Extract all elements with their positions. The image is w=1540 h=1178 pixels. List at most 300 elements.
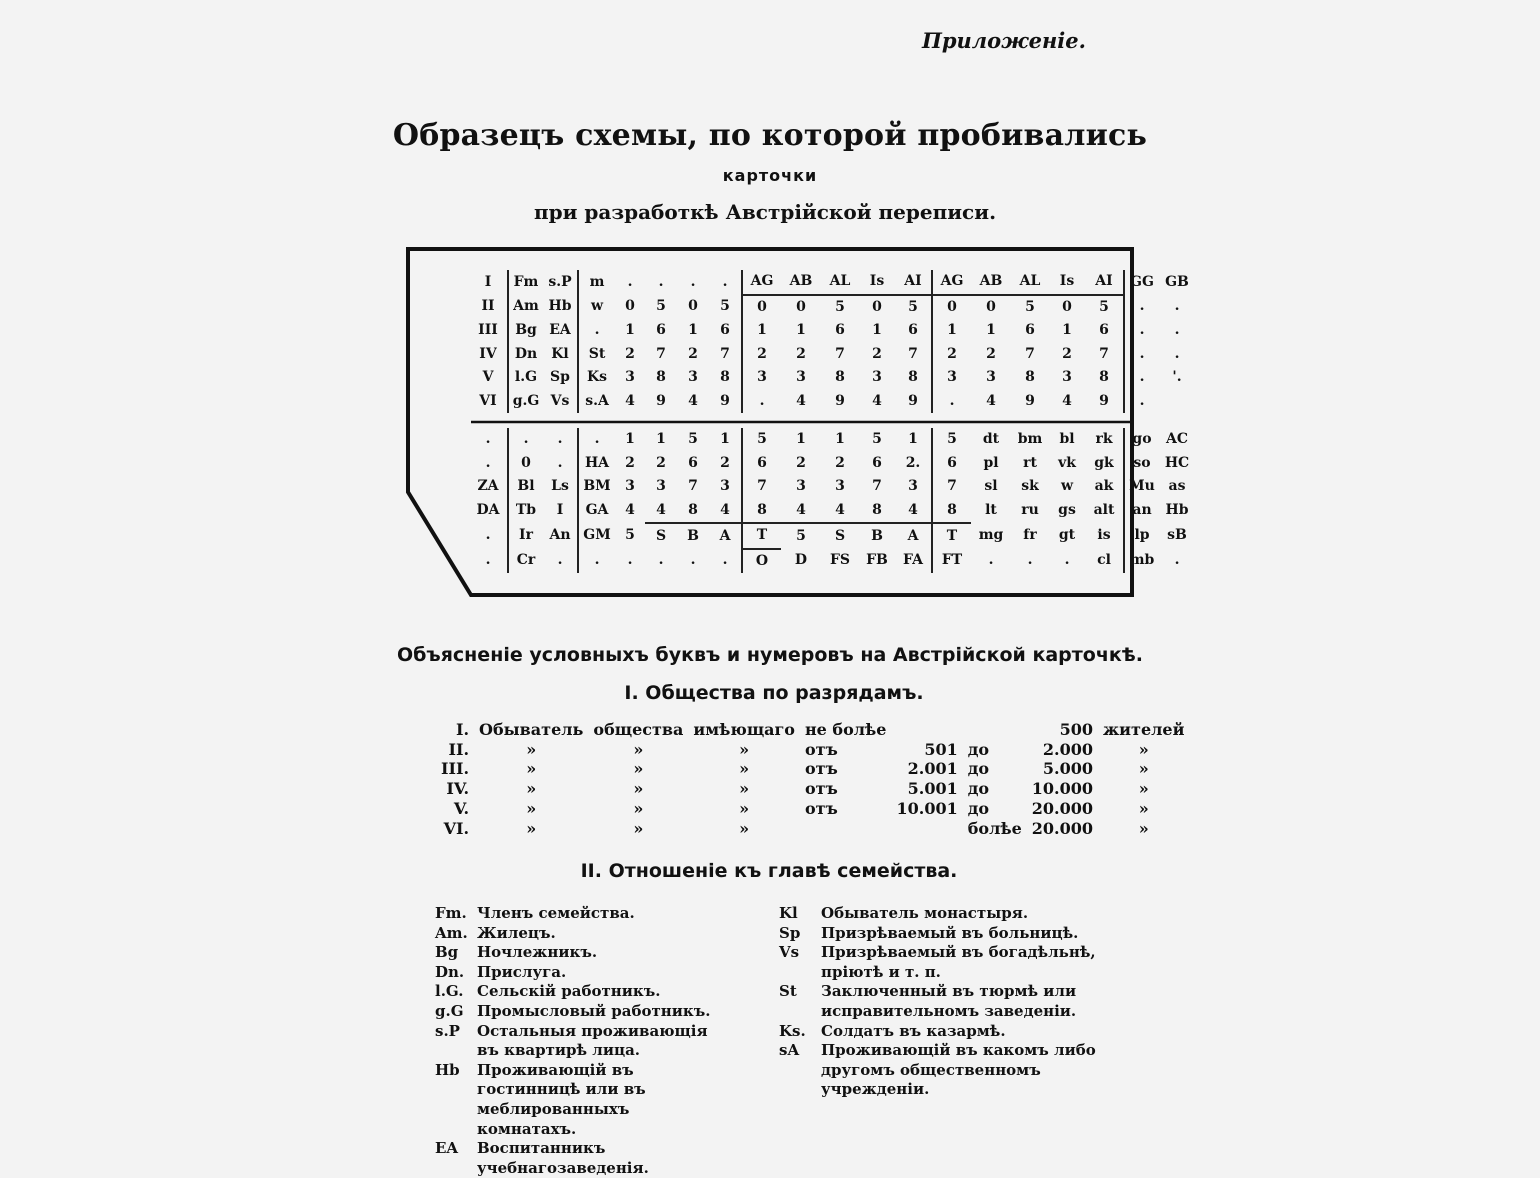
card-cell: 3 <box>720 478 730 494</box>
card-cell: Vs <box>550 392 570 409</box>
section1-cell: » <box>633 818 644 838</box>
card-cell: FB <box>866 552 888 568</box>
card-cell: rt <box>1023 454 1037 471</box>
card-cell: mg <box>978 527 1004 543</box>
legend-item <box>776 1041 1114 1100</box>
card-cell: . <box>1174 322 1180 338</box>
card-cell: 8 <box>908 369 918 385</box>
card-cell: BM <box>578 475 615 499</box>
section1-cell: » <box>739 818 750 838</box>
card-cell: s.P <box>548 273 572 290</box>
card-cell: Sp <box>550 369 570 385</box>
card-cell: 9 <box>656 392 666 409</box>
legend-item <box>432 1139 720 1178</box>
card-cell: D <box>794 552 808 568</box>
card-cell <box>1159 390 1195 414</box>
punch-card <box>405 246 1190 598</box>
section1-cell: » <box>526 818 537 838</box>
card-cell: . <box>690 552 696 568</box>
legend-code: Kl <box>779 904 798 922</box>
card-cell: HC <box>1164 454 1190 471</box>
section1-cell: отъ <box>804 779 838 799</box>
card-cell: AL <box>1011 270 1049 295</box>
legend-description: Жилецъ. <box>477 923 556 942</box>
card-cell: . <box>722 273 728 290</box>
section1-cell: II. <box>448 739 470 759</box>
card-cell: 0 <box>1062 298 1072 315</box>
legend-description: Призрѣваемый въ больницѣ. <box>821 923 1079 942</box>
card-cell: GB <box>1165 273 1189 290</box>
card-cell: 6 <box>1025 322 1035 338</box>
card-cell: 5 <box>656 298 666 314</box>
explanation-heading: Объясненіе условныхъ буквъ и нумеровъ на Австрійской карточкѣ. <box>397 644 1143 666</box>
legend-description: Промысловый работникъ. <box>477 1001 711 1020</box>
legend-item <box>432 982 720 1002</box>
card-cell: St <box>578 343 615 367</box>
card-cell: 6 <box>908 322 918 338</box>
card-cell: DA <box>476 502 500 518</box>
card-cell: 1 <box>688 322 698 338</box>
legend-code: Ks. <box>779 1021 806 1040</box>
card-cell: Dn <box>508 343 543 367</box>
card-cell: . <box>485 454 491 471</box>
card-cell: 8 <box>835 369 845 385</box>
card-cell: '. <box>1172 369 1182 385</box>
legend-code: EA <box>435 1139 459 1158</box>
legend-item <box>776 943 1114 982</box>
section1-cell: » <box>1138 798 1149 818</box>
card-cell: FA <box>903 552 923 568</box>
legend-description: Остальныя проживающія въ квартирѣ лица. <box>477 1021 708 1060</box>
card-cell: 2 <box>625 345 635 362</box>
section1-row <box>436 779 1189 799</box>
card-cell: 2 <box>872 345 882 362</box>
card-cell: A <box>895 523 932 549</box>
card-cell: 1 <box>625 431 635 447</box>
card-cell: sk <box>1021 478 1039 494</box>
card-row <box>469 499 1195 524</box>
section1-cell: I. <box>455 720 470 739</box>
card-cell: 1 <box>932 319 971 343</box>
card-cell: . <box>932 390 971 414</box>
section1-cell: » <box>1138 739 1149 759</box>
card-cell: 4 <box>796 392 806 409</box>
card-cell: 6 <box>688 454 698 471</box>
card-cell: 5 <box>625 527 635 543</box>
card-cell: l.G <box>508 366 543 390</box>
card-cell: . <box>557 454 563 471</box>
section1-cell <box>800 819 892 839</box>
card-cell: 7 <box>932 475 971 499</box>
card-cell: 4 <box>625 392 635 409</box>
card-cell: . <box>1027 552 1033 568</box>
card-cell: sl <box>984 478 998 494</box>
card-cell: 3 <box>796 478 806 494</box>
card-cell: Bg <box>508 319 543 343</box>
card-row <box>469 366 1195 390</box>
card-row <box>469 390 1195 414</box>
card-cell: 8 <box>720 369 730 385</box>
card-cell: 6 <box>742 452 781 476</box>
card-cell: 4 <box>656 501 666 518</box>
card-lower-grid <box>469 428 1195 573</box>
section1-cell: до <box>967 798 990 818</box>
card-cell: 7 <box>656 345 666 362</box>
card-cell: 1 <box>742 319 781 343</box>
legend-description: Сельскій работникъ. <box>477 982 661 1001</box>
section1-cell: » <box>1138 779 1149 799</box>
card-cell: . <box>1124 390 1159 414</box>
card-cell: 5 <box>781 523 821 549</box>
card-cell: 0 <box>688 298 698 314</box>
card-cell: 8 <box>872 501 882 518</box>
card-cell: Cr <box>508 549 543 574</box>
legend-code: Fm. <box>435 904 467 922</box>
card-cell: ak <box>1094 478 1114 494</box>
card-cell: bl <box>1059 431 1075 447</box>
card-cell: 2 <box>742 343 781 367</box>
section1-cell: » <box>633 759 644 779</box>
legend-description: Обыватель монастыря. <box>821 904 1029 922</box>
card-cell: gs <box>1058 502 1076 518</box>
section1-cell: » <box>526 779 537 799</box>
card-cell: . <box>658 552 664 568</box>
legend-description: Призрѣваемый въ богадѣльнѣ, пріютѣ и т. п. <box>821 943 1096 981</box>
section1-cell: » <box>526 798 537 818</box>
card-cell: 4 <box>688 392 698 409</box>
card-cell: 2 <box>656 454 666 471</box>
section1-cell: до <box>967 779 990 799</box>
legend-code: s.P <box>435 1021 460 1040</box>
card-cell: 1 <box>656 431 666 447</box>
card-cell: AB <box>781 270 821 295</box>
appendix-label: Приложеніе. <box>922 28 1086 53</box>
card-cell: 3 <box>986 369 996 385</box>
card-cell: 8 <box>1099 369 1109 385</box>
card-cell: 3 <box>656 478 666 494</box>
card-cell: go <box>1124 428 1159 452</box>
legend-item <box>432 924 720 944</box>
card-cell: 3 <box>625 369 635 385</box>
legend-item <box>432 963 720 983</box>
card-cell: Hb <box>1165 502 1189 518</box>
card-cell: 3 <box>932 366 971 390</box>
section1-cell: 20.000 <box>1031 798 1094 818</box>
card-cell: A <box>709 523 742 549</box>
section1-cell: » <box>739 759 750 779</box>
card-cell: 3 <box>625 478 635 494</box>
card-cell: . <box>1064 552 1070 568</box>
card-cell: Kl <box>551 345 569 362</box>
section1-cell: до <box>967 759 990 779</box>
card-cell: V <box>482 369 494 385</box>
card-cell: alt <box>1093 502 1115 518</box>
card-cell: 6 <box>932 452 971 476</box>
legend-description: Прислуга. <box>477 962 567 981</box>
legend-item <box>432 943 720 963</box>
section1-row <box>436 759 1189 779</box>
card-cell: an <box>1124 499 1159 524</box>
card-cell: is <box>1097 527 1111 543</box>
page-title: Образецъ схемы, по которой пробивались <box>392 118 1148 153</box>
card-cell: VI <box>479 392 497 409</box>
card-cell: . <box>578 549 615 574</box>
legend-item <box>432 1061 720 1139</box>
card-cell: . <box>485 552 491 568</box>
card-cell: 0 <box>932 295 971 320</box>
card-cell: . <box>485 527 491 543</box>
legend-item <box>432 1002 720 1022</box>
card-cell: 1 <box>986 322 996 338</box>
card-cell: . <box>627 273 633 290</box>
card-cell: 0 <box>508 452 543 476</box>
card-cell: 7 <box>1099 345 1109 362</box>
card-cell: ZA <box>477 478 499 494</box>
page-subtitle-2: при разработкѣ Австрійской переписи. <box>533 200 997 224</box>
card-cell: 6 <box>872 454 882 471</box>
card-cell: AB <box>971 270 1011 295</box>
card-cell: AL <box>821 270 859 295</box>
card-cell: O <box>742 549 781 574</box>
card-cell: 1 <box>796 322 806 338</box>
card-cell: GM <box>578 523 615 549</box>
card-cell: 7 <box>835 345 845 362</box>
card-cell: Is <box>1049 270 1085 295</box>
card-row <box>469 295 1195 320</box>
card-cell: T <box>742 523 781 549</box>
card-cell: 5 <box>688 431 698 447</box>
section1-row <box>436 720 1189 740</box>
card-cell: 9 <box>908 392 918 409</box>
card-cell: 8 <box>932 499 971 524</box>
section1-cell: 10.000 <box>1031 779 1094 799</box>
card-cell: fr <box>1023 527 1037 543</box>
card-cell: . <box>627 552 633 568</box>
card-cell: 7 <box>742 475 781 499</box>
legend-description: Проживающій въ какомъ либо другомъ общественномъ учрежденіи. <box>821 1041 1096 1099</box>
card-cell: 1 <box>872 322 882 338</box>
card-cell: 7 <box>872 478 882 494</box>
card-cell: 4 <box>872 392 882 409</box>
card-cell: Tb <box>508 499 543 524</box>
section1-cell: болѣе <box>967 818 1022 838</box>
legend-item <box>776 924 1114 944</box>
card-cell: Am <box>508 295 543 320</box>
card-cell: 9 <box>835 392 845 409</box>
legend-item <box>776 904 1114 924</box>
card-cell: . <box>658 273 664 290</box>
section1-heading: I. Общества по разрядамъ. <box>624 682 924 704</box>
card-cell: . <box>557 552 563 568</box>
section1-cell: » <box>739 779 750 799</box>
card-cell: Fm <box>508 270 543 295</box>
card-cell: Bl <box>508 475 543 499</box>
card-cell: 5 <box>835 298 845 315</box>
card-cell: . <box>1174 345 1180 362</box>
card-cell: 1 <box>625 322 635 338</box>
card-cell: 5 <box>1025 298 1035 315</box>
card-cell: FS <box>829 552 851 568</box>
card-cell: . <box>1174 552 1180 568</box>
section2-heading: II. Отношеніе къ главѣ семейства. <box>580 860 958 882</box>
legend-description: Членъ семейства. <box>477 904 635 922</box>
legend-code: sA <box>779 1041 800 1060</box>
legend-description: Солдатъ въ казармѣ. <box>821 1021 1006 1040</box>
card-cell: so <box>1124 452 1159 476</box>
card-cell: Ir <box>508 523 543 549</box>
card-cell: FT <box>932 549 971 574</box>
card-cell: cl <box>1097 552 1111 568</box>
card-cell: 3 <box>908 478 918 494</box>
legend-code: Bg <box>435 943 459 962</box>
card-cell: g.G <box>508 390 543 414</box>
card-cell: 2 <box>625 454 635 471</box>
card-cell: Hb <box>548 298 572 314</box>
card-cell: mb <box>1124 549 1159 574</box>
card-cell: 4 <box>835 501 845 518</box>
card-cell: bm <box>1017 431 1043 447</box>
section1-cell: 10.001 <box>896 798 958 818</box>
card-cell: II <box>481 298 495 314</box>
section1-cell <box>963 720 1027 740</box>
card-cell: lt <box>985 502 997 518</box>
card-cell: 2 <box>986 345 996 362</box>
card-cell: EA <box>549 322 571 338</box>
legend-item <box>432 904 720 924</box>
card-cell: 0 <box>986 298 996 315</box>
section1-row <box>436 799 1189 819</box>
card-cell: . <box>578 428 615 452</box>
card-cell: gk <box>1094 454 1114 471</box>
card-cell: 0 <box>796 298 806 315</box>
card-cell: GG <box>1124 270 1159 295</box>
section1-cell: IV. <box>446 779 470 799</box>
section1-cell: отъ <box>804 739 838 759</box>
card-cell: . <box>557 431 563 447</box>
card-row <box>469 475 1195 499</box>
card-cell: 2 <box>796 454 806 471</box>
card-cell: 1 <box>720 431 730 447</box>
section1-cell: отъ <box>804 798 838 818</box>
legend-item <box>776 1022 1114 1042</box>
card-cell: 1 <box>835 431 845 447</box>
card-cell: sB <box>1167 527 1187 543</box>
card-cell: 3 <box>1062 369 1072 385</box>
card-cell: 3 <box>872 369 882 385</box>
card-cell: w <box>1060 478 1074 494</box>
legend-code: Dn. <box>435 962 465 981</box>
card-cell: 3 <box>796 369 806 385</box>
card-upper-grid <box>469 270 1195 413</box>
card-cell: . <box>1124 295 1159 320</box>
card-cell: III <box>478 322 498 338</box>
card-cell: 5 <box>742 428 781 452</box>
section1-cell <box>891 819 962 839</box>
card-cell: AI <box>1085 270 1124 295</box>
card-cell: AG <box>932 270 971 295</box>
card-cell: AI <box>895 270 932 295</box>
card-cell: 2 <box>835 454 845 471</box>
card-cell: 9 <box>720 392 730 409</box>
card-cell: 6 <box>656 322 666 338</box>
section1-cell: III. <box>441 759 470 779</box>
card-cell: 7 <box>720 345 730 362</box>
card-row <box>469 523 1195 549</box>
section1-cell: жителей <box>1103 720 1185 739</box>
card-cell: rk <box>1095 431 1113 447</box>
section1-cell: VI. <box>443 818 470 838</box>
card-cell: 4 <box>986 392 996 409</box>
card-cell: ru <box>1021 502 1039 518</box>
section1-cell: отъ <box>804 759 838 779</box>
card-cell: T <box>932 523 971 549</box>
card-cell: 6 <box>1099 322 1109 338</box>
legend-right-column <box>776 904 1114 1100</box>
card-cell: 3 <box>835 478 845 494</box>
legend-item <box>432 1022 720 1061</box>
card-cell: Ks <box>578 366 615 390</box>
card-cell: 4 <box>625 502 635 518</box>
card-cell: lp <box>1124 523 1159 549</box>
card-cell: GA <box>578 499 615 524</box>
section1-cell: 2.000 <box>1042 739 1094 759</box>
legend-item <box>776 982 1114 1021</box>
card-cell: 0 <box>872 298 882 315</box>
card-cell: 2 <box>1062 345 1072 362</box>
legend-code: Vs <box>779 943 800 962</box>
card-cell: 5 <box>720 298 730 314</box>
card-cell: 5 <box>1099 298 1109 315</box>
card-cell: vk <box>1058 454 1076 471</box>
card-cell: IV <box>479 345 497 362</box>
card-cell: . <box>690 273 696 290</box>
page-subtitle: карточки <box>722 166 818 185</box>
card-cell: 8 <box>656 369 666 385</box>
card-cell: 2 <box>720 454 730 471</box>
card-cell: 5 <box>872 431 882 447</box>
card-cell: . <box>508 428 543 452</box>
card-cell: S <box>645 523 677 549</box>
legend-code: g.G <box>435 1001 464 1020</box>
section1-cell: » <box>739 739 750 759</box>
card-cell: pl <box>983 454 999 471</box>
section1-cell: 5.001 <box>907 779 958 799</box>
card-cell: 5 <box>932 428 971 452</box>
card-cell: B <box>859 523 895 549</box>
card-cell: An <box>549 527 571 543</box>
section1-cell: общества <box>593 720 684 739</box>
section1-table <box>436 720 1189 838</box>
card-row <box>469 343 1195 367</box>
section1-cell: Обыватель <box>479 720 584 739</box>
legend-code: l.G. <box>435 982 464 1001</box>
card-cell: 1 <box>796 431 806 447</box>
section1-cell: 2.001 <box>907 759 958 779</box>
section1-cell: » <box>526 739 537 759</box>
section1-row <box>436 819 1189 839</box>
card-cell: m <box>578 270 615 295</box>
card-cell: 3 <box>688 369 698 385</box>
card-cell: 2 <box>932 343 971 367</box>
card-cell: AG <box>742 270 781 295</box>
card-cell: 7 <box>908 345 918 362</box>
section1-cell: 500 <box>1059 720 1094 739</box>
card-cell: Ls <box>551 478 569 494</box>
card-cell: as <box>1168 478 1186 494</box>
card-cell: 5 <box>908 298 918 315</box>
card-cell: 1 <box>908 431 918 447</box>
card-cell: 7 <box>1025 345 1035 362</box>
